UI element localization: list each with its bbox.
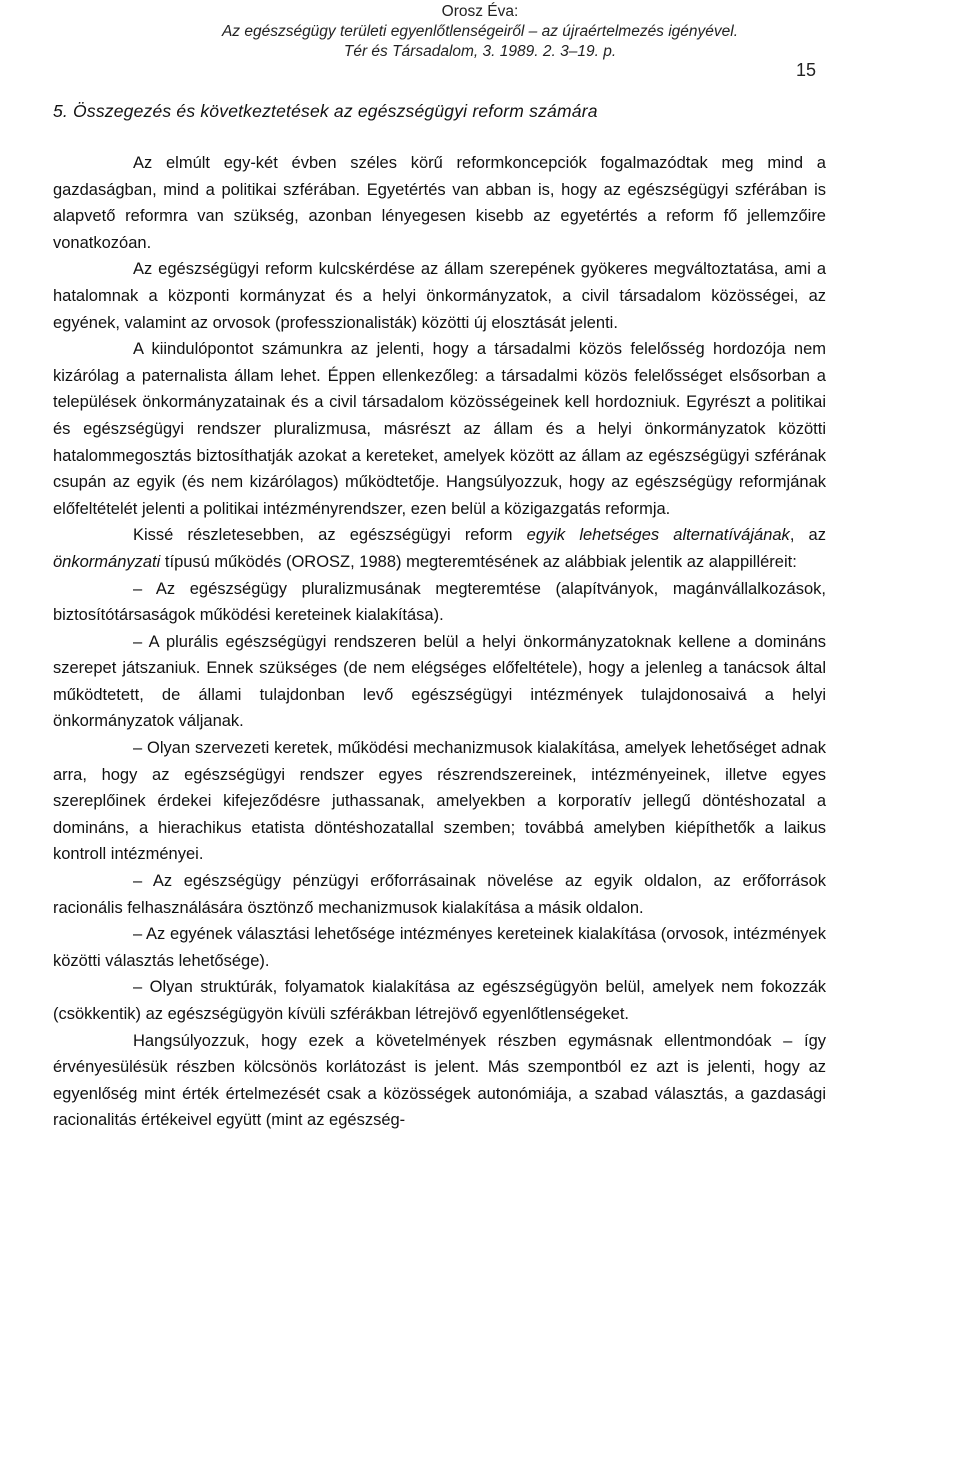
intro-emphasis: önkormányzati — [53, 552, 161, 571]
intro-text: , az — [789, 526, 826, 545]
list-item: – A plurális egészségügyi rendszeren belül a helyi önkormányzatoknak kellene a domináns szerepet játszaniuk. Ennek szükséges (de nem elégséges előfeltétele), hogy a jelenleg a tanácsok által működtetett, de állami tulajdonban levő egészségügyi intézmények tulajdonosaivá a helyi önkormányzatok váljanak. — [53, 632, 826, 731]
page-number: 15 — [796, 60, 817, 80]
section-heading: 5. Összegezés és következtetések az egészségügyi reform számára — [53, 101, 598, 121]
citation-header — [130, 2, 830, 62]
citation-title: Az egészségügy területi egyenlőtlenségeiről – az újraértelmezés igényével. — [221, 23, 739, 40]
intro-emphasis: egyik lehetséges alternatívájának — [526, 526, 790, 545]
citation-source: Tér és Társadalom, 3. 1989. 2. 3–19. p. — [343, 43, 617, 60]
body-text — [53, 150, 826, 1134]
list-item: – Az egészségügy pénzügyi erőforrásainak növelése az egyik oldalon, az erőforrások racionális felhasználására ösztönző mechanizmusok kialakítása a másik oldalon. — [53, 872, 826, 917]
list-item: – Az egyének választási lehetősége intézményes kereteinek kialakítása (orvosok, intézmények közötti választás lehetősége). — [53, 925, 826, 970]
paragraph: Az elmúlt egy-két évben széles körű reformkoncepciók fogalmazódtak meg mind a gazdaságban, mind a politikai szférában. Egyetértés van abban is, hogy az egészségügyi szférában is alapvető reformra van szükség, azonban lényegesen kisebb az egyetértés a reform fő jellemzőire vonatkozóan. — [53, 154, 826, 252]
paragraph: A kiindulópontot számunkra az jelenti, hogy a társadalmi közös felelősség hordozója nem kizárólag a paternalista állam lehet. Éppen ellenkezőleg: a társadalmi közös felelősséget elsősorban a települések önkormányzatainak és a civil társadalom közösségeinek kell hordozniuk. Egyrészt a politikai és egészségügyi rendszer pluralizmusa, másrészt az állam és a helyi önkormányzatok közötti hatalommegosztás biztosíthatják azokat a kereteket, amelyek között az állam az egészségügyi szférának csupán az egyik (és nem kizárólagos) működtetője. Hangsúlyozzuk, hogy az egészségügy reformjának előfeltételét jelenti a politikai intézményrendszer, ezen belül a közigazgatás reformja. — [53, 340, 826, 518]
citation-author: Orosz Éva: — [441, 3, 519, 20]
list-item: – Az egészségügy pluralizmusának megteremtése (alapítványok, magánvállalkozások, biztosítótársaságok működési kereteinek kialakítása). — [53, 579, 826, 625]
intro-paragraph — [53, 522, 826, 575]
closing-paragraph: Hangsúlyozzuk, hogy ezek a követelmények részben egymásnak ellentmondóak – így érvényesülésük részben kölcsönös korlátozást is jelent. Más szempontból ez azt is jelenti, hogy az egyenlőség mint érték értelmezését csak a közösségek autonómiája, a szabad választás, a gazdasági racionalitás értékeivel együtt (mint az egészség- — [53, 1031, 826, 1130]
paragraph: Az egészségügyi reform kulcskérdése az állam szerepének gyökeres megváltoztatása, ami a hatalomnak a központi kormányzat és a helyi önkormányzatok, a civil társadalom közösségei, az egyének, valamint az orvosok (professzionalisták) közötti új elosztását jelenti. — [53, 260, 826, 332]
intro-text: típusú működés (OROSZ, 1988) megteremtésének az alábbiak jelentik az alappilléreit: — [160, 552, 797, 571]
list-item: – Olyan struktúrák, folyamatok kialakítása az egészségügyön belül, amelyek nem fokozzák (csökkentik) az egészségügyön kívüli szférákban létrejövő egyenlőtlenségeket. — [53, 978, 826, 1023]
intro-text: Kissé részletesebben, az egészségügyi reform — [133, 526, 527, 545]
list-item: – Olyan szervezeti keretek, működési mechanizmusok kialakítása, amelyek lehetőséget adnak arra, hogy az egészségügyi rendszer egyes részrendszereinek, intézményeinek, illetve egyes szereplőinek érdekei kifejeződésre juthassanak, amelyekben a korporatív jellegű döntéshozatal a domináns, a hierachikus etatista döntéshozatallal szemben; továbbá amelyben kiépíthetők a laikus kontroll intézményei. — [53, 739, 826, 864]
